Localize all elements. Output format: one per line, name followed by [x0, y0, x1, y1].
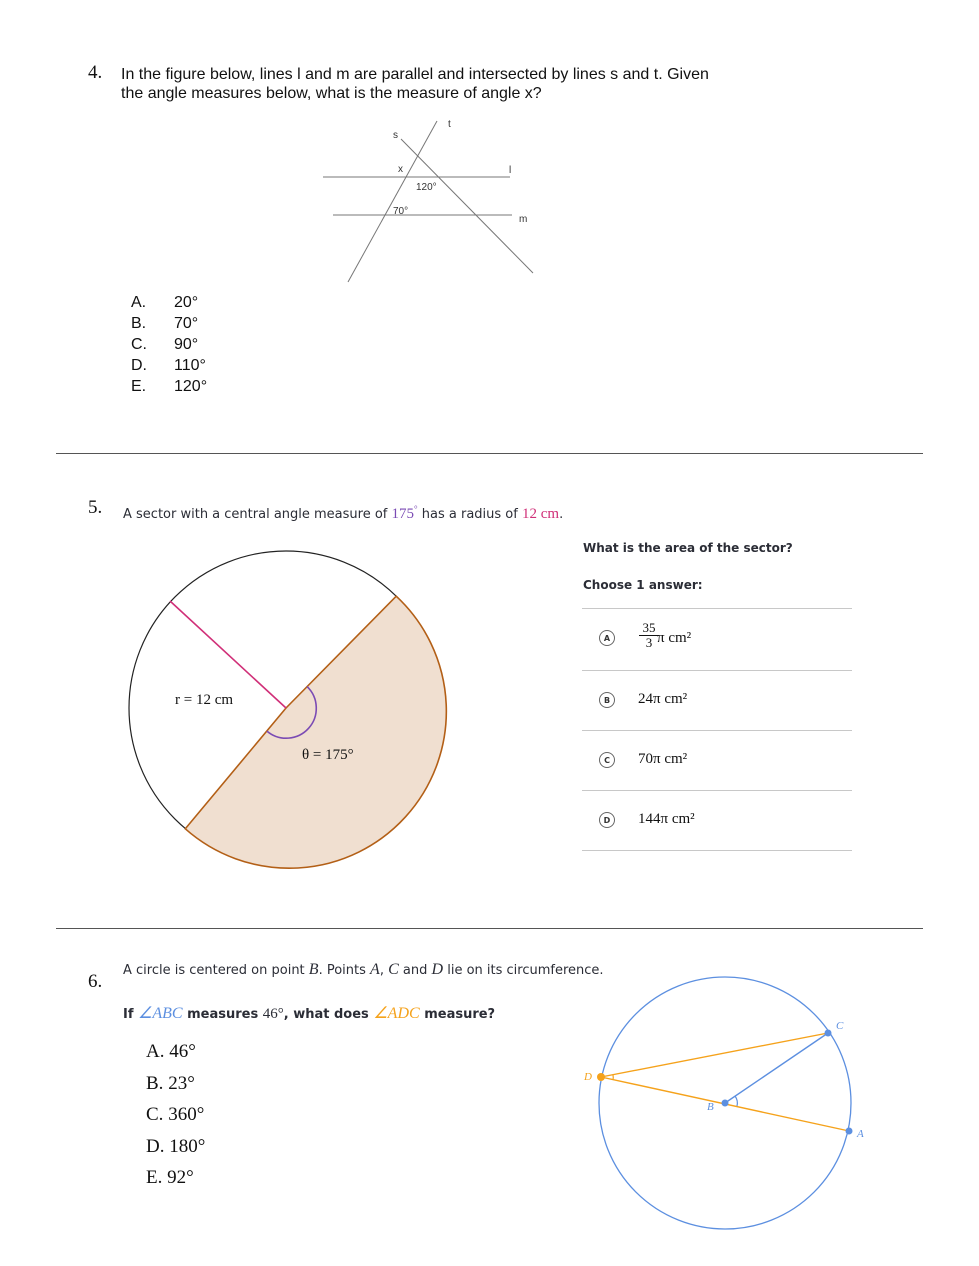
q6-choice-d[interactable]: D. 180°	[146, 1135, 206, 1157]
label-m: m	[519, 214, 528, 225]
q5-option-b-letter: B	[599, 692, 615, 708]
q5-option-d-letter: D	[599, 812, 615, 828]
divider-1	[56, 453, 923, 454]
q5-theta-label: θ = 175°	[302, 747, 354, 763]
q5-angle-value: 175°	[391, 504, 418, 522]
q4-choice-e[interactable]: E. 120°	[131, 378, 208, 395]
q6-prompt-line2: If ∠ABC measures 46°, what does ∠ADC measure?	[123, 1005, 496, 1022]
q5-option-a-fraction: 35 3	[639, 621, 659, 650]
q6-angle-abc: ∠ABC	[138, 1005, 183, 1022]
q6-label-c: C	[836, 1020, 844, 1032]
line-t-transversal	[401, 139, 533, 273]
q6-label-a: A	[857, 1128, 864, 1140]
q5-option-c[interactable]	[582, 731, 852, 790]
q6-point-a	[846, 1128, 853, 1135]
q5-prompt: A sector with a central angle measure of 175° has a radius of 12 cm.	[123, 504, 564, 522]
q5-option-b[interactable]	[582, 671, 852, 730]
q4-parallel-lines-figure	[300, 110, 560, 290]
q5-question: What is the area of the sector?	[583, 541, 793, 555]
q6-label-d: D	[584, 1071, 592, 1083]
q5-option-c-text: 70π cm²	[638, 751, 688, 767]
q6-label-b: B	[707, 1101, 714, 1113]
q5-option-c-letter: C	[599, 752, 615, 768]
angle-120-label: 120°	[416, 182, 437, 193]
q5-option-a-rest: π cm²	[657, 630, 692, 646]
q5-choose-label: Choose 1 answer:	[583, 578, 703, 592]
q4-choices	[131, 292, 207, 397]
q5-option-a-letter: A	[599, 630, 615, 646]
q6-number: 6.	[88, 971, 103, 992]
q6-point-b	[722, 1100, 729, 1107]
q6-choice-b[interactable]: B. 23°	[146, 1072, 195, 1094]
divider-2	[56, 928, 923, 929]
q4-choice-c[interactable]: C. 90°	[131, 336, 199, 353]
q6-angle-abc-arc	[735, 1096, 737, 1106]
label-t: t	[448, 119, 451, 130]
q6-point-d	[597, 1073, 605, 1081]
q4-choice-b[interactable]: B. 70°	[131, 315, 199, 332]
q6-prompt-line1: A circle is centered on point B. Points A, C and D lie on its circumference.	[123, 961, 604, 978]
label-s: s	[393, 130, 398, 141]
q6-circle-diagram	[575, 965, 875, 1235]
q6-point-c	[825, 1030, 832, 1037]
q4-choice-a[interactable]: A. 20°	[131, 294, 199, 311]
q5-radius-value: 12 cm	[521, 506, 560, 522]
q6-choice-a[interactable]: A. 46°	[146, 1041, 196, 1062]
q5-option-d[interactable]	[582, 791, 852, 850]
angle-70-label: 70°	[393, 206, 409, 217]
q4-number: 4.	[88, 62, 103, 83]
line-s-transversal	[348, 121, 437, 282]
q5-option-b-text: 24π cm²	[638, 691, 688, 707]
q5-sector-diagram	[120, 545, 450, 875]
q6-chord-dc	[601, 1033, 828, 1077]
q5-number: 5.	[88, 497, 103, 518]
q4-question-line2: the angle measures below, what is the measure of angle x?	[121, 85, 542, 102]
q6-choice-e[interactable]: E. 92°	[146, 1167, 194, 1188]
q6-choices	[146, 1041, 205, 1199]
q6-choice-c[interactable]: C. 360°	[146, 1104, 205, 1125]
q5-option-a[interactable]	[582, 609, 852, 670]
q4-choice-d[interactable]: D. 110°	[131, 357, 206, 374]
label-l: l	[509, 165, 512, 176]
q5-radius-label: r = 12 cm	[175, 692, 234, 708]
q5-option-d-text: 144π cm²	[638, 811, 695, 827]
q6-angle-adc: ∠ADC	[373, 1005, 420, 1022]
q4-question-line1: In the figure below, lines l and m are parallel and intersected by lines s and t. Given	[121, 66, 709, 83]
q5-option-divider	[582, 850, 852, 851]
label-x: x	[398, 164, 403, 175]
